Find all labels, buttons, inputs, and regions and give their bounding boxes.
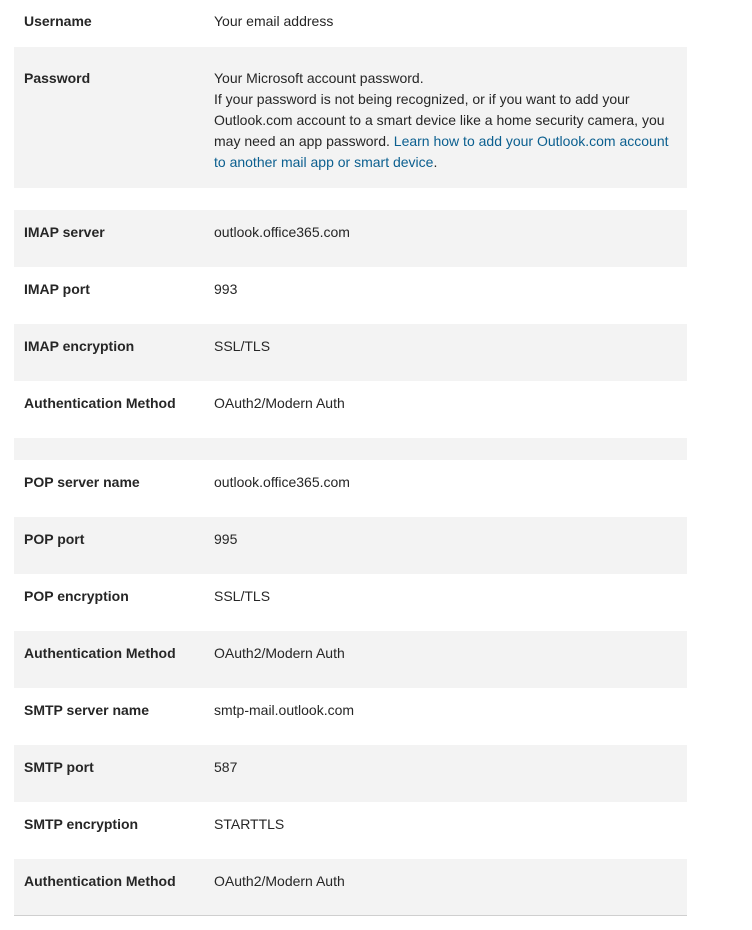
section-divider [14,438,687,460]
row-label: IMAP encryption [24,338,135,354]
row-value: STARTTLS [214,816,285,832]
settings-row-smtp-auth [14,859,687,916]
settings-row-imap-encryption [14,324,687,381]
row-value: SSL/TLS [214,338,271,354]
row-label: Username [24,13,92,29]
row-value: OAuth2/Modern Auth [214,645,345,661]
settings-row-smtp-encryption [14,802,687,859]
settings-row-pop-port [14,517,687,574]
period: . [433,154,438,170]
row-value [214,68,677,173]
row-value: SSL/TLS [214,588,271,604]
row-value: 587 [214,759,238,775]
row-value: outlook.office365.com [214,474,350,490]
row-label: Authentication Method [24,645,176,661]
settings-row-imap-port [14,267,687,324]
settings-row-smtp-server [14,688,687,745]
row-label: POP port [24,531,85,547]
row-value: 993 [214,281,238,297]
password-note-text: If your password is not being recognized, or if you want to add your Outlook.com account to a smart device like a home security camera, you may need an app password. [214,91,665,149]
section-gap [14,188,687,210]
email-settings-table [14,0,687,916]
settings-row-imap-server [14,210,687,267]
row-label: POP server name [24,474,140,490]
row-value: Your email address [214,13,334,29]
row-value: OAuth2/Modern Auth [214,395,345,411]
settings-row-pop-server [14,460,687,517]
app-password-help-link[interactable]: Learn how to add your Outlook.com account to another mail app or smart device [214,133,669,170]
settings-row-pop-encryption [14,574,687,631]
settings-row-pop-auth [14,631,687,688]
row-label: IMAP server [24,224,105,240]
password-note [214,89,677,173]
row-value: OAuth2/Modern Auth [214,873,345,889]
row-label: SMTP encryption [24,816,139,832]
settings-row-password [14,47,687,188]
row-value: 995 [214,531,238,547]
row-label: SMTP port [24,759,94,775]
row-label: IMAP port [24,281,90,297]
row-label: Authentication Method [24,873,176,889]
row-label: Authentication Method [24,395,176,411]
row-label: Password [24,70,91,86]
row-label: SMTP server name [24,702,150,718]
settings-row-username [14,0,687,47]
settings-row-smtp-port [14,745,687,802]
settings-row-imap-auth [14,381,687,438]
row-value: smtp-mail.outlook.com [214,702,355,718]
password-description: Your Microsoft account password. [214,70,424,86]
row-value: outlook.office365.com [214,224,350,240]
row-label: POP encryption [24,588,129,604]
